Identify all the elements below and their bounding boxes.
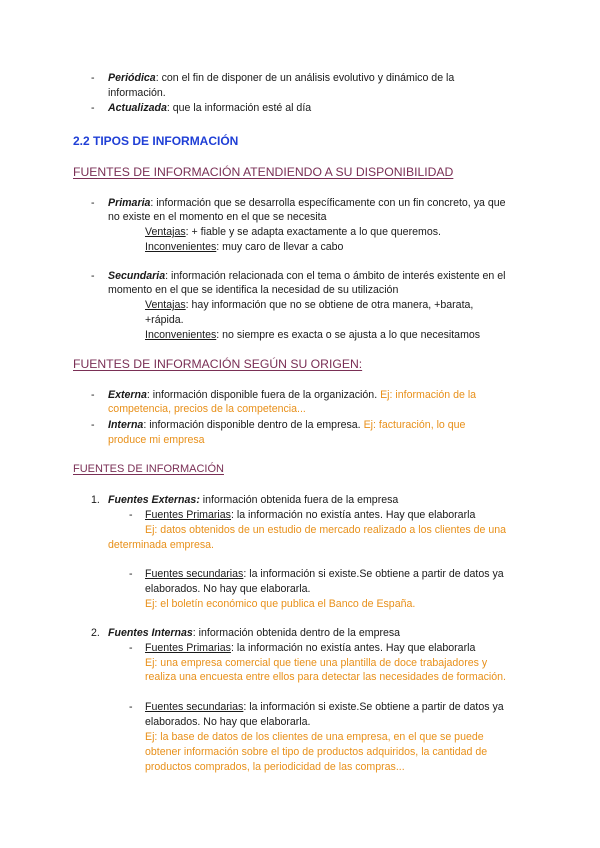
primaria-term: Primaria: [108, 197, 151, 209]
externas-primarias: [145, 508, 475, 522]
list-number: 2.: [91, 627, 100, 639]
interna-term: Interna: [108, 419, 144, 431]
externa-item: [108, 388, 476, 402]
externas-primarias-example-cont: determinada empresa.: [108, 539, 214, 551]
list-number: 1.: [91, 494, 100, 506]
internas-secundarias-example-cont: obtener información sobre el tipo de productos adquiridos, la cantidad de: [145, 746, 488, 758]
externa-text: : información disponible fuera de la organización.: [146, 389, 378, 401]
externas-secundarias-example: Ej: el boletín económico que publica el Banco de España.: [145, 598, 416, 610]
secundarias-label: Fuentes secundarias: [145, 701, 244, 713]
interna-example-cont: produce mi empresa: [108, 434, 205, 446]
fuentes-internas-item: [108, 626, 400, 640]
bullet-dash: -: [129, 509, 133, 521]
bullet-dash: -: [91, 270, 95, 282]
fuentes-internas-text: : información obtenida dentro de la empresa: [192, 627, 401, 639]
externa-term: Externa: [108, 389, 147, 401]
periodica-term: Periódica: [108, 72, 156, 84]
bullet-dash: -: [91, 72, 95, 84]
periodica-item: [108, 71, 454, 85]
primaria-inconvenientes: [145, 240, 343, 254]
heading-disponibilidad: FUENTES DE INFORMACIÓN ATENDIENDO A SU DISPONIBILIDAD: [73, 165, 454, 179]
externas-secundarias: [145, 567, 504, 581]
externas-secundarias-cont: elaborados. No hay que elaborarla.: [145, 583, 311, 595]
actualizada-term: Actualizada: [108, 102, 167, 114]
fuentes-internas-term: Fuentes Internas: [108, 627, 193, 639]
primarias-text: : la información no existía antes. Hay que elaborarla: [230, 642, 476, 654]
primaria-ventajas: [145, 225, 441, 239]
externas-primarias-example: Ej: datos obtenidos de un estudio de mercado realizado a los clientes de una: [145, 524, 507, 536]
bullet-dash: -: [91, 197, 95, 209]
heading-origen: FUENTES DE INFORMACIÓN SEGÚN SU ORIGEN:: [73, 357, 363, 371]
internas-primarias-example-cont: realiza una encuesta entre ellos para detectar las necesidades de formación.: [145, 671, 506, 683]
bullet-dash: -: [129, 568, 133, 580]
ventajas-label: Ventajas: [145, 226, 186, 238]
secundarias-text: : la información si existe.Se obtiene a partir de datos ya: [243, 568, 504, 580]
inconvenientes-text: : muy caro de llevar a cabo: [216, 241, 344, 253]
internas-secundarias-example-cont: productos comprados, la periodicidad de las compras...: [145, 761, 405, 773]
bullet-dash: -: [91, 102, 95, 114]
internas-secundarias-cont: elaborados. No hay que elaborarla.: [145, 716, 311, 728]
actualizada-text: : que la información esté al día: [166, 102, 312, 114]
fuentes-externas-text: información obtenida fuera de la empresa: [199, 494, 399, 506]
secundaria-inconvenientes: [145, 328, 480, 342]
inconvenientes-label: Inconvenientes: [145, 241, 217, 253]
inconvenientes-label: Inconvenientes: [145, 329, 217, 341]
periodica-text-cont: información.: [108, 87, 166, 99]
externa-example: Ej: información de la: [377, 389, 477, 401]
periodica-text: : con el fin de disponer de un análisis evolutivo y dinámico de la: [155, 72, 455, 84]
secundaria-term: Secundaria: [108, 270, 166, 282]
primarias-label: Fuentes Primarias: [145, 509, 231, 521]
internas-primarias: [145, 641, 475, 655]
externa-example-cont: competencia, precios de la competencia...: [108, 403, 306, 415]
bullet-dash: -: [129, 642, 133, 654]
ventajas-text: : + fiable y se adapta exactamente a lo que queremos.: [185, 226, 441, 238]
internas-primarias-example: Ej: una empresa comercial que tiene una plantilla de doce trabajadores y: [145, 657, 488, 669]
fuentes-externas-term: Fuentes Externas:: [108, 494, 200, 506]
ventajas-text: : hay información que no se obtiene de otra manera, +barata,: [185, 299, 474, 311]
heading-fuentes: FUENTES DE INFORMACIÓN: [73, 463, 224, 475]
secundaria-item: [108, 269, 506, 283]
actualizada-item: [108, 101, 311, 115]
ventajas-label: Ventajas: [145, 299, 186, 311]
internas-secundarias-example: Ej: la base de datos de los clientes de una empresa, en el que se puede: [145, 731, 484, 743]
secundaria-text: : información relacionada con el tema o ámbito de interés existente en el: [165, 270, 506, 282]
secundaria-ventajas-cont: +rápida.: [145, 314, 184, 326]
secundarias-label: Fuentes secundarias: [145, 568, 244, 580]
interna-example: Ej: facturación, lo que: [360, 419, 466, 431]
secundaria-text-cont: momento en el que se identifica la necesidad de su utilización: [108, 284, 399, 296]
bullet-dash: -: [91, 419, 95, 431]
section-title: 2.2 TIPOS DE INFORMACIÓN: [73, 134, 239, 148]
primarias-text: : la información no existía antes. Hay que elaborarla: [230, 509, 476, 521]
interna-text: : información disponible dentro de la empresa.: [143, 419, 361, 431]
bullet-dash: -: [91, 389, 95, 401]
primaria-text-cont: no existe en el momento en el que se necesita: [108, 211, 327, 223]
primarias-label: Fuentes Primarias: [145, 642, 231, 654]
primaria-item: [108, 196, 506, 210]
inconvenientes-text: : no siempre es exacta o se ajusta a lo que necesitamos: [216, 329, 481, 341]
primaria-text: : información que se desarrolla específicamente con un fin concreto, ya que: [150, 197, 506, 209]
fuentes-externas-item: [108, 493, 398, 507]
interna-item: [108, 418, 465, 432]
secundarias-text: : la información si existe.Se obtiene a partir de datos ya: [243, 701, 504, 713]
bullet-dash: -: [129, 701, 133, 713]
internas-secundarias: [145, 700, 504, 714]
secundaria-ventajas: [145, 298, 473, 312]
